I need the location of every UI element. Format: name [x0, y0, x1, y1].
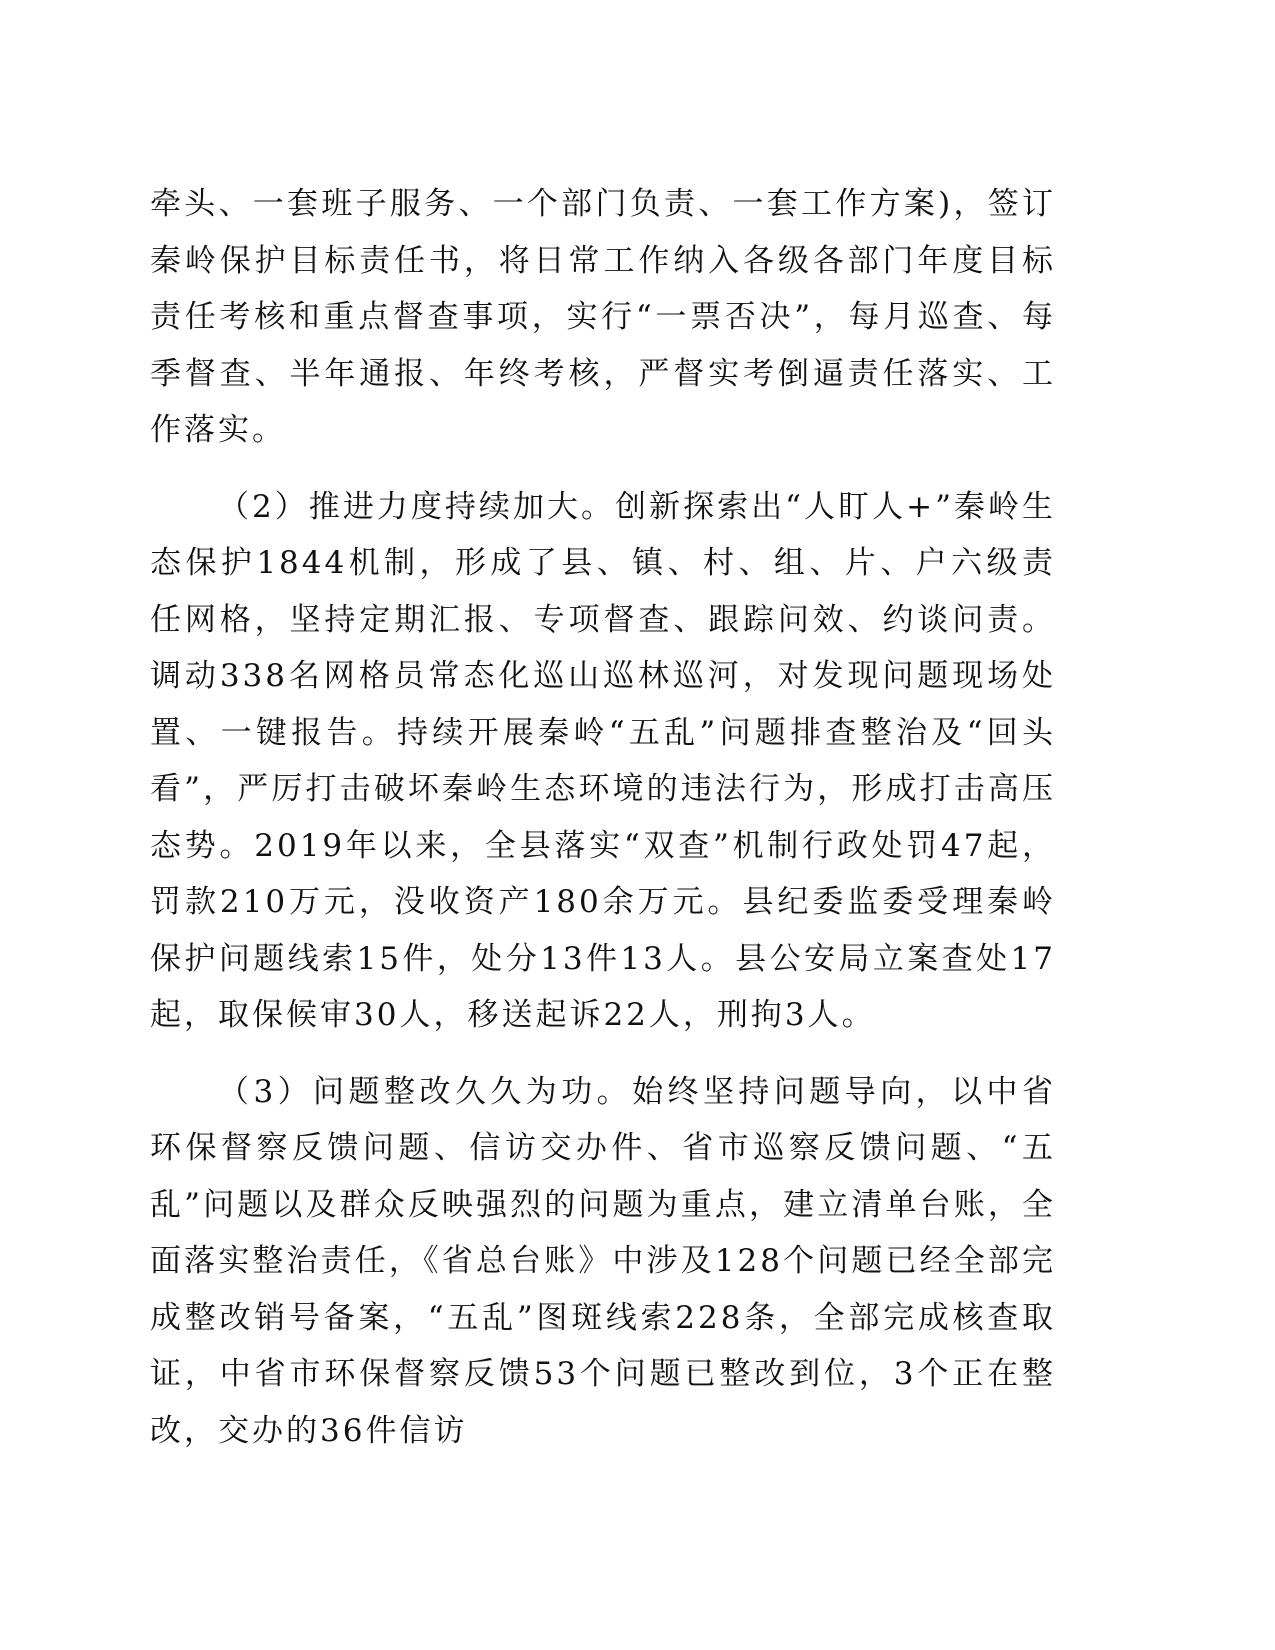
paragraph-gap — [150, 1044, 1056, 1064]
paragraph-2: （2）推进力度持续加大。创新探索出“人盯人+”秦岭生态保护1844机制，形成了县、镇、村、组、片、户六级责任网格，坚持定期汇报、专项督查、跟踪问效、约谈问责。调动338名网格员常态化巡山巡林巡河，对发现问题现场处置、一键报告。持续开展秦岭“五乱”问题排查整治及“回头看”，严厉打击破坏秦岭生态环境的违法行为，形成打击高压态势。2019年以来，全县落实“双查”机制行政处罚47起，罚款210万元，没收资产180余万元。县纪委监委受理秦岭保护问题线索15件，处分13件13人。县公安局立案查处17起，取保候审30人，移送起诉22人，刑拘3人。 — [150, 488, 1056, 1033]
body-text — [150, 176, 1056, 1459]
paragraph-gap — [150, 459, 1056, 479]
paragraph-1: 牵头、一套班子服务、一个部门负责、一套工作方案)，签订秦岭保护目标责任书，将日常工作纳入各级各部门年度目标责任考核和重点督查事项，实行“一票否决”，每月巡查、每季督查、半年通报、年终考核，严督实考倒逼责任落实、工作落实。 — [150, 186, 1056, 448]
paragraph-3: （3）问题整改久久为功。始终坚持问题导向，以中省环保督察反馈问题、信访交办件、省市巡察反馈问题、“五乱”问题以及群众反映强烈的问题为重点，建立清单台账，全面落实整治责任，《省总台账》中涉及128个问题已经全部完成整改销号备案，“五乱”图斑线索228条，全部完成核查取证，中省市环保督察反馈53个问题已整改到位，3个正在整改，交办的36件信访 — [150, 1073, 1056, 1449]
